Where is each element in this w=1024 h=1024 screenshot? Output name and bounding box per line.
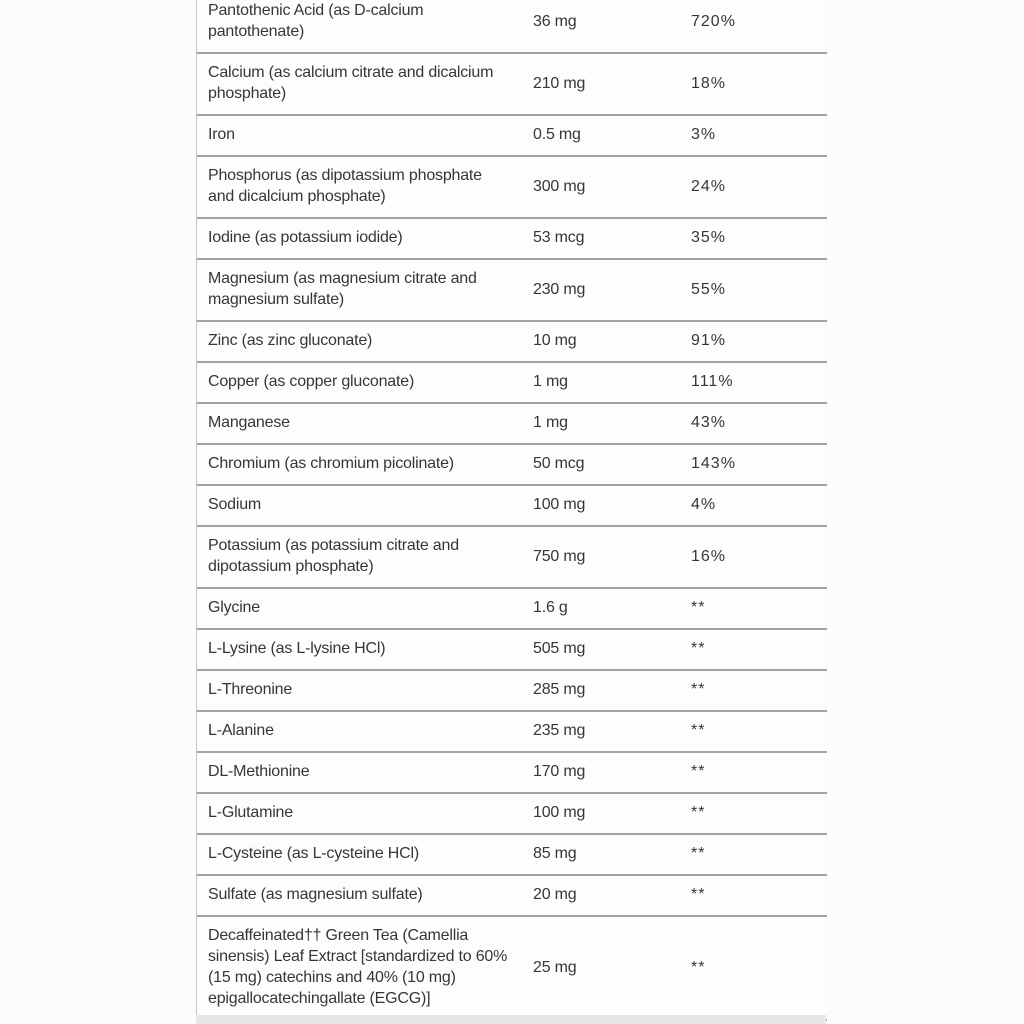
table-row — [197, 445, 827, 486]
ingredient-amount: 235 mg — [533, 722, 586, 739]
ingredient-amount: 50 mcg — [533, 455, 585, 472]
ingredient-amount: 170 mg — [533, 763, 586, 780]
ingredient-daily-value: 3% — [691, 126, 717, 143]
ingredient-daily-value: 111% — [691, 373, 734, 390]
ingredient-name: Zinc (as zinc gluconate) — [208, 332, 373, 349]
table-row — [197, 527, 827, 589]
ingredient-amount: 20 mg — [533, 886, 577, 903]
ingredient-daily-value: ** — [691, 722, 706, 739]
table-row — [197, 157, 827, 219]
ingredient-daily-value: ** — [691, 599, 706, 616]
ingredient-name: Glycine — [208, 599, 260, 616]
ingredient-daily-value: 35% — [691, 229, 727, 246]
table-row — [197, 712, 827, 753]
ingredient-daily-value: ** — [691, 804, 706, 821]
table-row — [197, 835, 827, 876]
supplement-facts-table — [196, 0, 827, 1021]
ingredient-daily-value: 4% — [691, 496, 717, 513]
ingredient-amount: 300 mg — [533, 177, 586, 195]
ingredient-daily-value: 720% — [691, 12, 736, 30]
ingredient-daily-value: 18% — [691, 74, 727, 92]
ingredient-name: L-Cysteine (as L-cysteine HCl) — [208, 845, 419, 862]
ingredient-name: Iodine (as potassium iodide) — [208, 229, 403, 246]
table-row — [197, 404, 827, 445]
ingredient-amount: 53 mcg — [533, 229, 585, 246]
table-row — [197, 794, 827, 835]
ingredient-amount: 285 mg — [533, 681, 586, 698]
ingredient-amount: 230 mg — [533, 280, 586, 298]
ingredient-daily-value: 55% — [691, 280, 727, 298]
ingredient-daily-value: 24% — [691, 177, 727, 195]
ingredient-name: Sodium — [208, 496, 262, 513]
ingredient-daily-value: 91% — [691, 332, 727, 349]
ingredient-amount: 10 mg — [533, 332, 577, 349]
ingredient-amount: 0.5 mg — [533, 126, 581, 143]
ingredient-amount: 750 mg — [533, 547, 586, 565]
ingredient-name: Copper (as copper gluconate) — [208, 373, 415, 390]
ingredient-amount: 100 mg — [533, 496, 586, 513]
ingredient-amount: 1 mg — [533, 373, 568, 390]
ingredient-amount: 505 mg — [533, 640, 586, 657]
ingredient-name: Potassium (as potassium citrate and dipotassium phosphate) — [208, 537, 459, 575]
ingredient-amount: 25 mg — [533, 958, 577, 976]
ingredient-name: Phosphorus (as dipotassium phosphate and dicalcium phosphate) — [208, 167, 482, 205]
ingredient-daily-value: ** — [691, 640, 706, 657]
table-row — [197, 116, 827, 157]
ingredient-daily-value: 43% — [691, 414, 727, 431]
ingredient-amount: 100 mg — [533, 804, 586, 821]
table-row — [197, 486, 827, 527]
table-row — [197, 589, 827, 630]
ingredient-daily-value: ** — [691, 845, 706, 862]
table-row — [197, 322, 827, 363]
ingredient-name: L-Lysine (as L-lysine HCl) — [208, 640, 386, 657]
ingredient-name: Chromium (as chromium picolinate) — [208, 455, 454, 472]
ingredient-name: Magnesium (as magnesium citrate and magnesium sulfate) — [208, 270, 477, 308]
ingredient-name: Pantothenic Acid (as D-calcium pantothenate) — [208, 2, 424, 40]
table-row — [197, 671, 827, 712]
ingredient-name: Manganese — [208, 414, 290, 431]
ingredient-daily-value: ** — [691, 681, 706, 698]
ingredient-daily-value: 16% — [691, 547, 727, 565]
ingredient-daily-value: 143% — [691, 455, 736, 472]
table-row — [197, 630, 827, 671]
ingredient-daily-value: ** — [691, 763, 706, 780]
ingredient-name: Calcium (as calcium citrate and dicalcium phosphate) — [208, 64, 494, 102]
table-row — [197, 260, 827, 322]
ingredient-amount: 85 mg — [533, 845, 577, 862]
ingredient-amount: 1.6 g — [533, 599, 568, 616]
ingredient-amount: 36 mg — [533, 12, 577, 30]
ingredient-daily-value: ** — [691, 958, 706, 976]
ingredient-name: L-Threonine — [208, 681, 293, 698]
ingredient-amount: 1 mg — [533, 414, 568, 431]
table-row — [197, 219, 827, 260]
ingredient-name: L-Alanine — [208, 722, 274, 739]
ingredient-name: Iron — [208, 126, 235, 143]
ingredient-name: DL-Methionine — [208, 763, 310, 780]
ingredient-name: Sulfate (as magnesium sulfate) — [208, 886, 423, 903]
next-section-band — [196, 1015, 826, 1024]
table-row — [197, 876, 827, 917]
table-row — [197, 917, 827, 1021]
ingredient-amount: 210 mg — [533, 74, 586, 92]
table-row — [197, 363, 827, 404]
table-row — [197, 54, 827, 116]
ingredient-name: L-Glutamine — [208, 804, 293, 821]
ingredient-name: Decaffeinated†† Green Tea (Camellia sinensis) Leaf Extract [standardized to 60% (15 mg) catechins and 40% (10 mg) epigallocatechingallate (EGCG)] — [208, 927, 508, 1007]
table-row — [197, 753, 827, 794]
table-row — [197, 0, 827, 54]
ingredient-daily-value: ** — [691, 886, 706, 903]
